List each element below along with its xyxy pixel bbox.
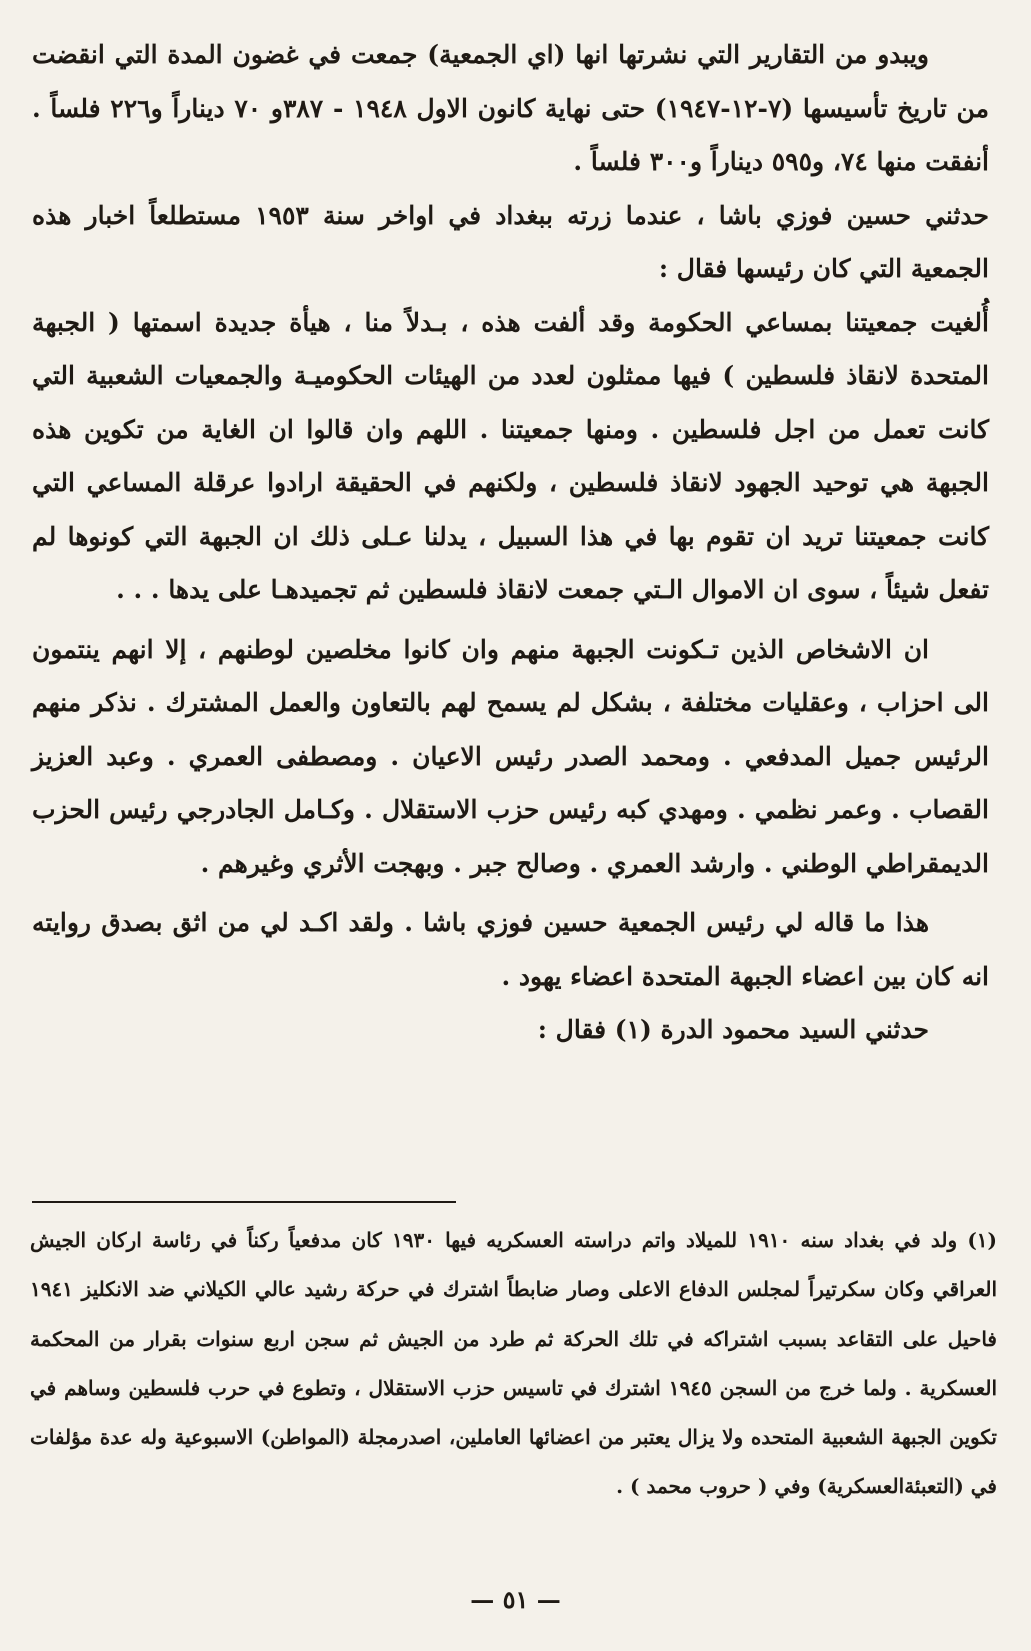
paragraph-front-members: ان الاشخاص الذين تـكونت الجبهة منهم وان كانوا مخلصين لوطنهم ، إلا انهم ينتمون الى احزاب ، وعقليات مختلفة ، بشكل لم يسمح لهم بالتعاون والعمل المشترك . نذكر منهم الرئيس جميل المدفعي . ومحمد الصدر رئيس الاعيان . ومصطفى العمري . وعبد العزيز القصاب . وعمر نظمي . ومهدي كبه رئيس حزب الاستقلال . وكـامل الجادرجي رئيس الحزب الديمقراطي الوطني . وارشد العمري . وصالح جبر . وبهجت الأثري وغيرهم . — [32, 634, 989, 878]
footnote-text: (١) ولد في بغداد سنه ١٩١٠ للميلاد واتم دراسته العسكريه فيها ١٩٣٠ كان مدفعياً ركناً في رئاسة اركان الجيش العراقي وكان سكرتيراً لمجلس الدفاع الاعلى وصار ضابطاً اشترك في حركة رشيد عالي الكيلاني ضد الانكليز ١٩٤١ فاحيل على التقاعد بسبب اشتراكه في تلك الحركة ثم طرد من الجيش ثم سجن اربع سنوات بقرار من المحكمة العسكرية . ولما خرج من السجن ١٩٤٥ اشترك في تاسيس حزب الاستقلال ، وتطوع في حرب فلسطين وساهم في تكوين الجبهة الشعبية المتحده ولا يزال يعتبر من اعضائها العاملين، اصدرمجلة (المواطن) الاسبوعية وله عدة مؤلفات في (التعبئةالعسكرية) وفي ( حروب محمد ) . — [30, 1228, 998, 1499]
paragraph-quote-united-front: أُلغيت جمعيتنا بمساعي الحكومة وقد ألفت هذه ، بـدلاً منا ، هيأة جديدة اسمتها ( الجبهة المتحدة لانقاذ فلسطين ) فيها ممثلون لعدد من الهيئات الحكوميـة والجمعيات الشعبية التي كانت تعمل من اجل فلسطين . ومنها جمعيتنا . اللهم وان قالوا ان الغاية من تكوين هذه الجبهة هي توحيد الجهود لانقاذ فلسطين ، ولكنهم في الحقيقة ارادوا عرقلة المساعي التي كانت جمعيتنا تريد ان تقوم بها في هذا السبيل ، يدلنا عـلى ذلك ان الجبهة التي كونوها لم تفعل شيئاً ، سوى ان الاموال الـتي جمعت لانقاذ فلسطين ثم تجميدهـا على يدها . . . — [32, 307, 989, 604]
paragraph-mahmoud-durra: حدثني السيد محمود الدرة (١) فقال : — [537, 1015, 929, 1044]
footnote-divider — [32, 1201, 456, 1203]
paragraph-funds: ويبدو من التقارير التي نشرتها انها (اي الجمعية) جمعت في غضون المدة التي انقضت من تاريخ تأسيسها (٧-١٢-١٩٤٧) حتى نهاية كانون الاول ١٩٤٨ - ٣٨٧و ٧٠ ديناراً و٢٢٦ فلساً . أنفقت منها ٧٤، و٥٩٥ ديناراً و٣٠٠ فلساً . — [32, 40, 989, 176]
main-text — [32, 28, 989, 1057]
page-number: — ٥١ — — [470, 1585, 561, 1614]
paragraph-jewish-members: هذا ما قاله لي رئيس الجمعية حسين فوزي باشا . ولقد اكـد لي من اثق بصدق روايته انه كان بين اعضاء الجبهة المتحدة اعضاء يهود . — [32, 908, 989, 991]
footnote — [30, 1216, 997, 1512]
paragraph-hussein-fawzi-intro: حدثني حسين فوزي باشا ، عندما زرته ببغداد في اواخر سنة ١٩٥٣ مستطلعاً اخبار هذه الجمعية التي كان رئيسها فقال : — [32, 200, 989, 283]
